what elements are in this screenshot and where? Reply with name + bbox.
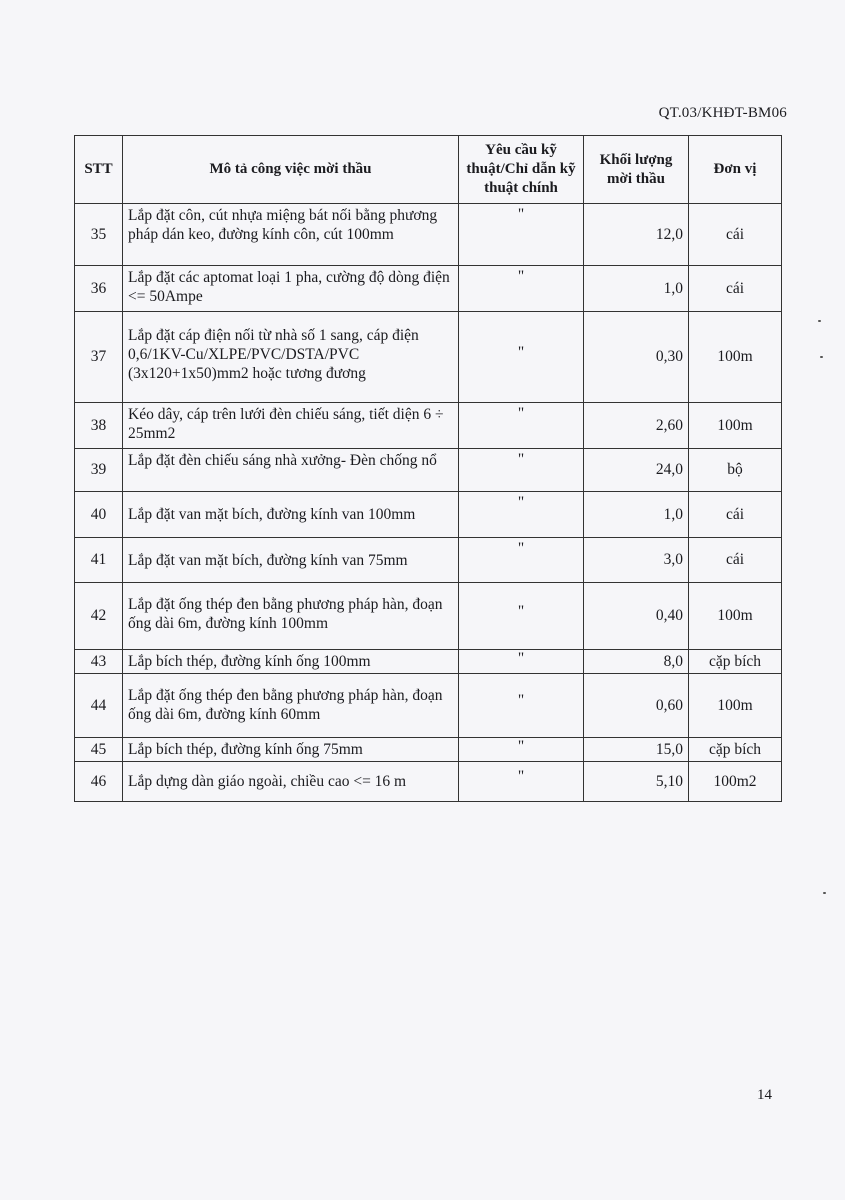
row-requirement: " [459, 204, 584, 266]
row-quantity: 0,60 [584, 674, 689, 738]
table-row [75, 266, 782, 312]
row-unit: cái [689, 204, 782, 266]
row-requirement: " [459, 674, 584, 738]
table-row [75, 538, 782, 583]
row-stt: 43 [75, 650, 123, 674]
row-description: Lắp đặt côn, cút nhựa miệng bát nối bằng phương pháp dán keo, đường kính côn, cút 100mm [123, 204, 459, 266]
row-description: Lắp đặt cáp điện nối từ nhà số 1 sang, cáp điện 0,6/1KV-Cu/XLPE/PVC/DSTA/PVC (3x120+1x50)mm2 hoặc tương đương [123, 312, 459, 403]
row-description: Lắp dựng dàn giáo ngoài, chiều cao <= 16 m [123, 762, 459, 802]
row-quantity: 12,0 [584, 204, 689, 266]
row-stt: 36 [75, 266, 123, 312]
header-requirement: Yêu cầu kỹ thuật/Chỉ dẫn kỹ thuật chính [459, 136, 584, 204]
row-description: Lắp bích thép, đường kính ống 100mm [123, 650, 459, 674]
table-row [75, 583, 782, 650]
row-requirement: " [459, 538, 584, 583]
row-requirement: " [459, 449, 584, 492]
document-code: QT.03/KHĐT-BM06 [658, 105, 787, 121]
row-unit: 100m2 [689, 762, 782, 802]
table-row [75, 449, 782, 492]
row-quantity: 3,0 [584, 538, 689, 583]
scan-speck [818, 320, 821, 322]
table-row [75, 403, 782, 449]
row-unit: cái [689, 266, 782, 312]
header-quantity: Khối lượng mời thầu [584, 136, 689, 204]
row-description: Lắp đặt ống thép đen bằng phương pháp hàn, đoạn ống dài 6m, đường kính 100mm [123, 583, 459, 650]
scan-speck [820, 356, 823, 358]
header-stt: STT [75, 136, 123, 204]
table-row [75, 738, 782, 762]
row-stt: 40 [75, 492, 123, 538]
table-row [75, 312, 782, 403]
row-unit: cái [689, 538, 782, 583]
row-stt: 42 [75, 583, 123, 650]
row-quantity: 0,40 [584, 583, 689, 650]
row-unit: 100m [689, 674, 782, 738]
row-stt: 39 [75, 449, 123, 492]
table-row [75, 650, 782, 674]
row-stt: 44 [75, 674, 123, 738]
row-stt: 35 [75, 204, 123, 266]
row-quantity: 1,0 [584, 266, 689, 312]
row-requirement: " [459, 312, 584, 403]
row-requirement: " [459, 492, 584, 538]
row-unit: bộ [689, 449, 782, 492]
table-row [75, 204, 782, 266]
row-quantity: 8,0 [584, 650, 689, 674]
row-unit: cái [689, 492, 782, 538]
row-requirement: " [459, 650, 584, 674]
row-unit: cặp bích [689, 738, 782, 762]
table-row [75, 674, 782, 738]
row-quantity: 2,60 [584, 403, 689, 449]
bid-items-table [74, 135, 782, 802]
row-description: Kéo dây, cáp trên lưới đèn chiếu sáng, tiết diện 6 ÷ 25mm2 [123, 403, 459, 449]
row-requirement: " [459, 403, 584, 449]
row-unit: 100m [689, 583, 782, 650]
row-quantity: 15,0 [584, 738, 689, 762]
header-description: Mô tả công việc mời thầu [123, 136, 459, 204]
row-description: Lắp đặt ống thép đen bằng phương pháp hàn, đoạn ống dài 6m, đường kính 60mm [123, 674, 459, 738]
row-unit: cặp bích [689, 650, 782, 674]
row-stt: 45 [75, 738, 123, 762]
row-quantity: 24,0 [584, 449, 689, 492]
scan-speck [823, 892, 826, 894]
row-requirement: " [459, 583, 584, 650]
table-row [75, 762, 782, 802]
row-unit: 100m [689, 403, 782, 449]
row-quantity: 5,10 [584, 762, 689, 802]
row-stt: 46 [75, 762, 123, 802]
page-number: 14 [757, 1087, 772, 1103]
row-quantity: 1,0 [584, 492, 689, 538]
row-stt: 37 [75, 312, 123, 403]
row-unit: 100m [689, 312, 782, 403]
row-requirement: " [459, 738, 584, 762]
row-quantity: 0,30 [584, 312, 689, 403]
row-requirement: " [459, 762, 584, 802]
table-header-row [75, 136, 782, 204]
row-stt: 38 [75, 403, 123, 449]
header-unit: Đơn vị [689, 136, 782, 204]
row-description: Lắp đặt van mặt bích, đường kính van 75mm [123, 538, 459, 583]
row-description: Lắp đặt đèn chiếu sáng nhà xưởng- Đèn chống nổ [123, 449, 459, 492]
row-description: Lắp bích thép, đường kính ống 75mm [123, 738, 459, 762]
row-description: Lắp đặt van mặt bích, đường kính van 100mm [123, 492, 459, 538]
row-description: Lắp đặt các aptomat loại 1 pha, cường độ dòng điện <= 50Ampe [123, 266, 459, 312]
table-row [75, 492, 782, 538]
row-stt: 41 [75, 538, 123, 583]
row-requirement: " [459, 266, 584, 312]
